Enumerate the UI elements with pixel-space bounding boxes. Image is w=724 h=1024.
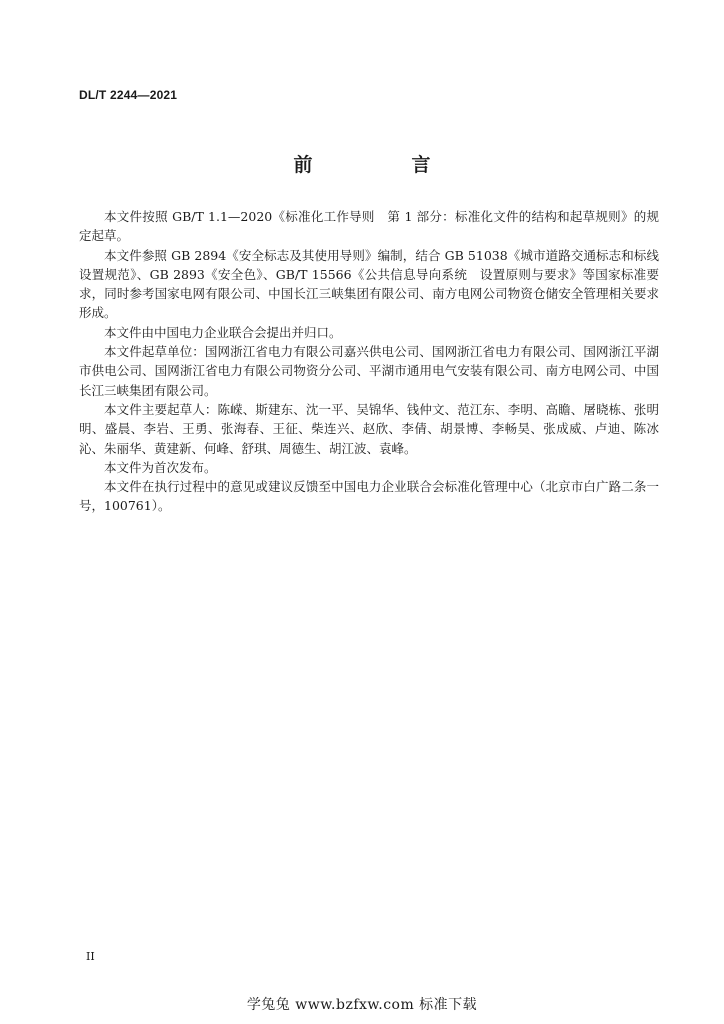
paragraph-drafting-rules: 本文件按照 GB/T 1.1—2020《标准化工作导则 第 1 部分：标准化文件的结构和起草规则》的规定起草。 (79, 209, 659, 244)
paragraph-feedback: 本文件在执行过程中的意见或建议反馈至中国电力企业联合会标准化管理中心（北京市白广路二条一号，100761）。 (79, 479, 659, 514)
page-number: II (86, 950, 95, 963)
page-title: 前 言 (293, 154, 471, 176)
paragraph-drafters: 本文件主要起草人：陈嵘、斯建东、沈一平、吴锦华、钱仲文、范江东、李明、高瞻、屠晓栋、张明明、盛晨、李岩、王勇、张海春、王征、柴连兴、赵欣、李倩、胡景博、李畅昊、张成威、卢迪、陈冰沁、朱丽华、黄建新、何峰、舒琪、周德生、胡江波、袁峰。 (79, 401, 659, 456)
paragraph-references: 本文件参照 GB 2894《安全标志及其使用导则》编制，结合 GB 51038《城市道路交通标志和标线设置规范》、GB 2893《安全色》、GB/T 15566《公共信息导向系统 设置原则与要求》等国家标准要求，同时参考国家电网有限公司、中国长江三峡集团有限公司、南方电网公司物资仓储安全管理相关要求形成。 (79, 247, 659, 321)
paragraph-proposer: 本文件由中国电力企业联合会提出并归口。 (104, 324, 342, 340)
footer-watermark: 学兔兔 www.bzfxw.com 标准下载 (246, 997, 478, 1013)
document-code: DL/T 2244—2021 (79, 88, 178, 102)
paragraph-drafting-units: 本文件起草单位：国网浙江省电力有限公司嘉兴供电公司、国网浙江省电力有限公司、国网浙江平湖市供电公司、国网浙江省电力有限公司物资分公司、平湖市通用电气安装有限公司、南方电网公司、中国长江三峡集团有限公司。 (79, 344, 659, 398)
paragraph-first-release: 本文件为首次发布。 (104, 459, 217, 475)
foreword-body (79, 207, 659, 516)
